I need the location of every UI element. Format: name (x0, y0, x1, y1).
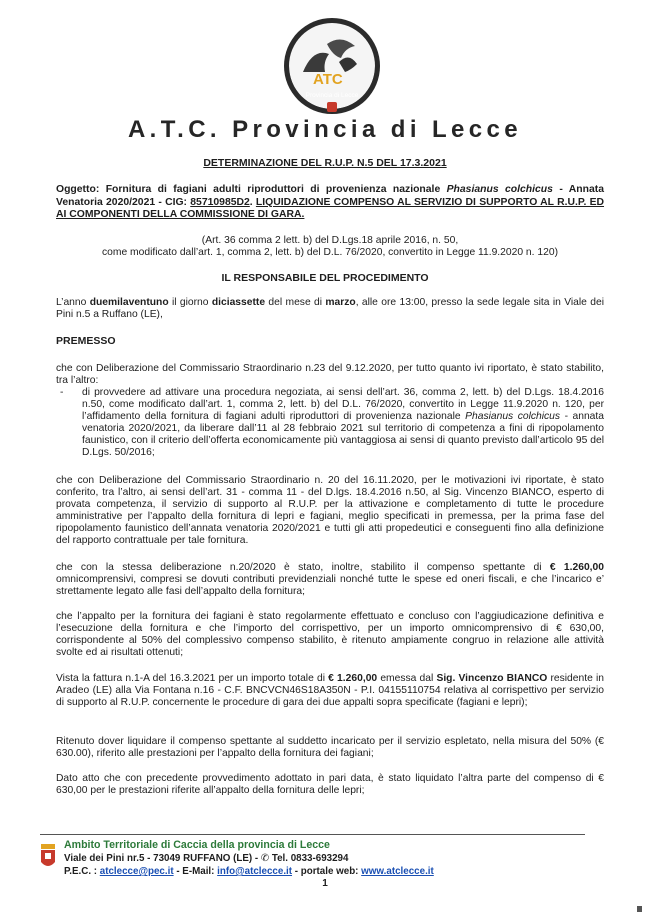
oggetto-underlined: LIQUIDAZIONE COMPENSO AL SERVIZIO DI SUPPORTO AL R.U.P. ED AI COMPONENTI DELLA COMMISSIONE DI GARA. (56, 196, 605, 220)
page-number: 1 (322, 878, 328, 889)
legal-references: (Art. 36 comma 2 lett. b) del D.Lgs.18 aprile 2016, n. 50, come modificato dall’art. 1, comma 2, lett. b) del D.L. 76/2020, convertito in Legge 11.9.2020 n. 120) (102, 235, 558, 258)
oggetto-label: Oggetto: (56, 184, 100, 195)
scan-mark (637, 906, 642, 912)
paragraph-5: Vista la fattura n.1-A del 16.3.2021 per un importo totale di € 1.260,00 emessa dal Sig. Vincenzo BIANCO residente in Aradeo (LE) alla Via Fontana n.16 - C.F. BNCVCN46S18A350N - P.I. 04155110754 relativa al corrispettivo per servizio di supporto al R.U.P. concernente le procedure di gara dei due appalti sopra specificate (fagiani e lepri); (56, 673, 604, 708)
paragraph-6: Ritenuto dover liquidare il compenso spettante al suddetto incaricato per il servizio espletato, nella misura del 50% (€ 630.00), riferito alle prestazioni per l’appalto della fornitura dei fagiani; (56, 736, 604, 759)
email-link[interactable]: info@atclecce.it (217, 866, 293, 877)
website-link[interactable]: www.atclecce.it (361, 866, 434, 877)
determination-title: DETERMINAZIONE DEL R.U.P. N.5 DEL 17.3.2021 (203, 157, 447, 169)
species-name: Phasianus colchicus (446, 184, 553, 195)
footer-address: Viale dei Pini nr.5 - 73049 RUFFANO (LE) - ✆ Tel. 0833-693294 (64, 853, 349, 864)
footer (64, 839, 434, 878)
paragraph-3: che con la stessa deliberazione n.20/2020 è stato, inoltre, stabilito il compenso spettante di € 1.260,00 omnicomprensivi, compresi se dovuti contributi previdenziali nonché tutte le spese ed oneri fiscali, e che l’incarico e’ strettamente legato alle fasi dell’appalto della fornitura; (56, 562, 604, 597)
premesso-heading: PREMESSO (56, 335, 116, 347)
logo-text: ATC (313, 71, 343, 88)
paragraph-2: che con Deliberazione del Commissario Straordinario n. 20 del 16.11.2020, per le motivazioni ivi riportate, è stato conferito, tra l’altro, ai sensi dell’art. 31 - comma 11 - del D.lgs. 18.4.2016 n.50, al Sig. Vincenzo BIANCO, esperto di provata competenza, il servizio di supporto al R.U.P. per la attivazione e completamento di tutte le procedure amministrative per l’appalto della fornitura di lepri e fagiani, meglio specificati in premessa, per la prima fase del ripopolamento faunistico dell’annata venatoria 2020/2021 e tutti gli atti propedeutici e conseguenti fino alla definizione del rapporto contrattuale per tale fornitura. (56, 475, 604, 546)
paragraph-7: Dato atto che con precedente provvedimento adottato in pari data, è stato liquidato l’altra parte del compenso di € 630,00 per le prestazioni riferite all’appalto della fornitura delle lepri; (56, 773, 604, 796)
amount: € 1.260,00 (328, 673, 378, 684)
paragraph-4: che l’appalto per la fornitura dei fagiani è stato regolarmente effettuato e concluso con l’aggiudicazione definitiva e l’esecuzione della fornitura e che l’importo del corrispettivo, per un importo omnicomprensivo di € 630,00, corrispondente al 50% del complessivo compenso stabilito, è ritenuto ampiamente congruo in relazione alle attività svolte ed ai risultati ottenuti; (56, 611, 604, 658)
list-dash: - (60, 387, 64, 398)
footer-divider (40, 834, 585, 835)
oggetto-paragraph: Oggetto: Fornitura di fagiani adulti riproduttori di provenienza nazionale Phasianus colchicus - Annata Venatoria 2020/2021 - CIG: 85710985D2. LIQUIDAZIONE COMPENSO AL SERVIZIO DI SUPPORTO AL R.U.P. ED AI COMPONENTI DELLA COMMISSIONE DI GARA. (56, 184, 605, 220)
pec-link[interactable]: atclecce@pec.it (99, 866, 174, 877)
province-crest-icon (40, 842, 56, 872)
intro-paragraph: L’anno duemilaventuno il giorno diciassette del mese di marzo, alle ore 13:00, presso la sede legale sita in Viale dei Pini n.5 a Ruffano (LE), (56, 297, 604, 320)
amount: € 1.260,00 (549, 562, 604, 573)
footer-title: Ambito Territoriale di Caccia della provincia di Lecce (64, 839, 330, 851)
org-title: A.T.C. Provincia di Lecce (127, 116, 523, 143)
person-name: Sig. Vincenzo BIANCO (436, 673, 548, 684)
paragraph-1: che con Deliberazione del Commissario Straordinario n.23 del 9.12.2020, per tutto quanto ivi riportato, è stato stabilito, tra l’altro: (56, 363, 604, 386)
footer-contacts: P.E.C. : atclecce@pec.it - E-Mail: info@atclecce.it - portale web: www.atclecce.it (64, 866, 434, 877)
atc-logo (283, 14, 381, 118)
logo-subtitle: Provincia di Lecce (305, 92, 359, 99)
cig-code: 85710985D2 (190, 196, 250, 208)
responsabile-heading: IL RESPONSABILE DEL PROCEDIMENTO (221, 272, 429, 284)
